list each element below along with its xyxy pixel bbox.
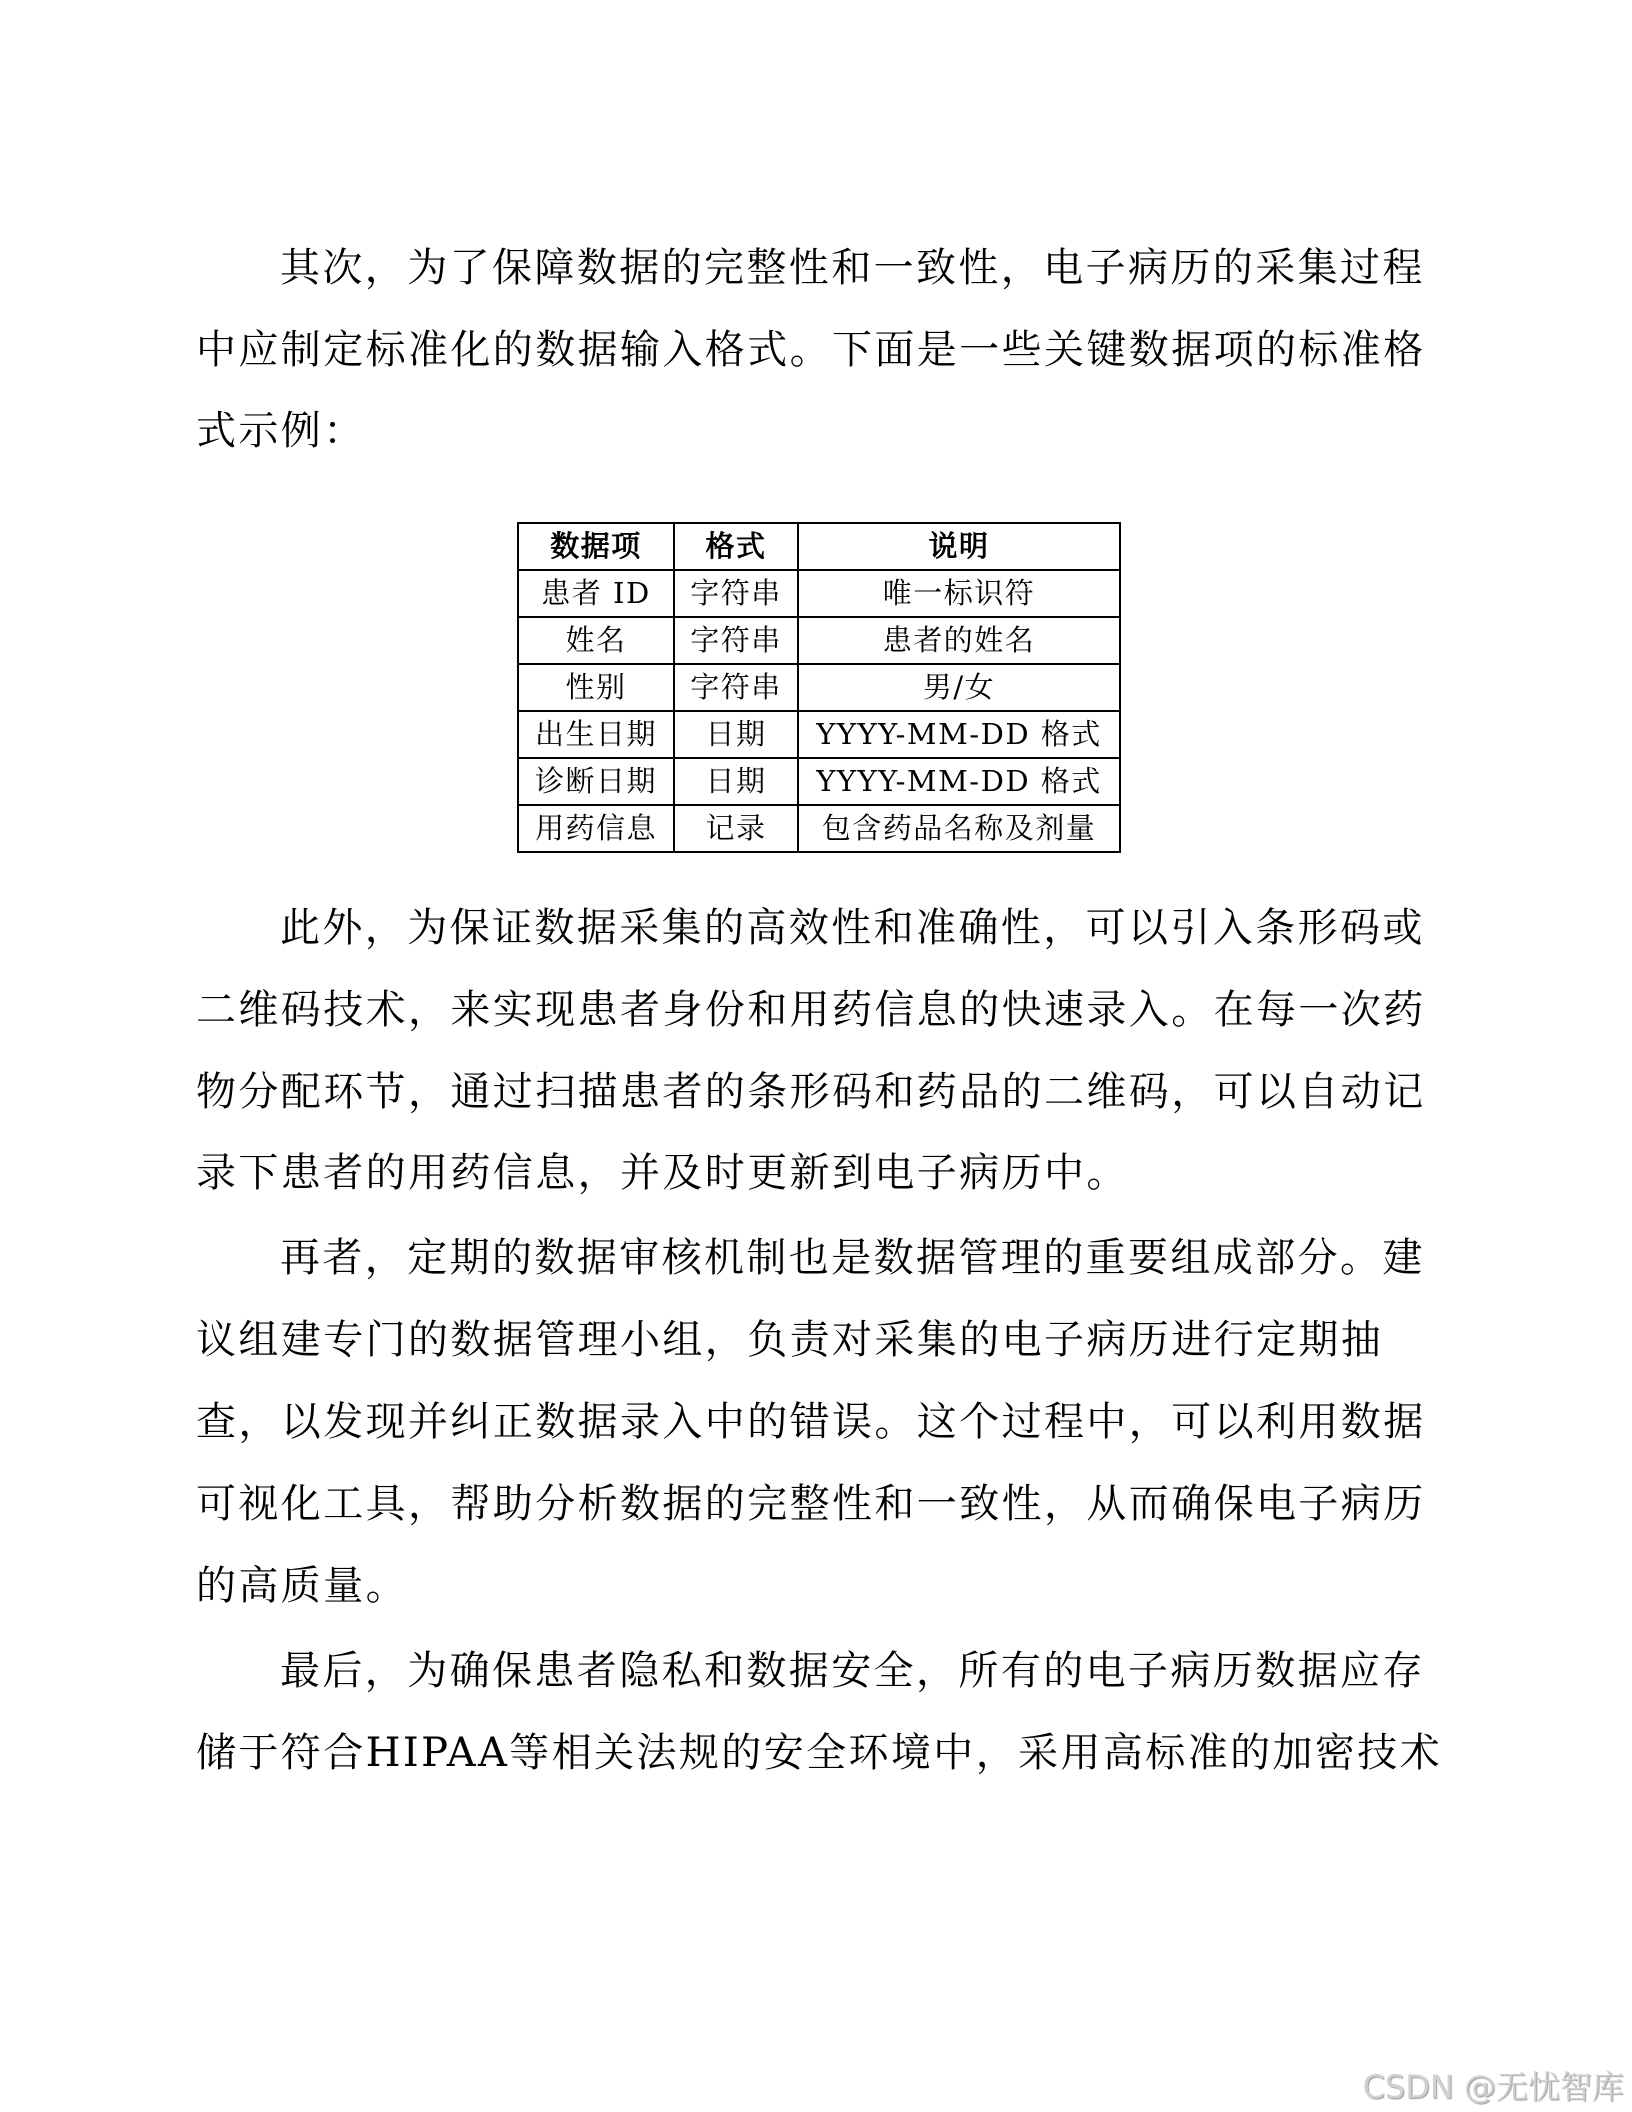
cell-format: 字符串 (674, 570, 798, 617)
table-row (518, 805, 1120, 852)
cell-data-item: 性别 (518, 664, 674, 711)
paragraph-line: 其次，为了保障数据的完整性和一致性，电子病历的采集过程 (280, 245, 1425, 291)
cell-data-item: 用药信息 (518, 805, 674, 852)
paragraph-line: 查，以发现并纠正数据录入中的错误。这个过程中，可以利用数据 (196, 1399, 1426, 1445)
cell-format: 日期 (674, 758, 798, 805)
header-data-item: 数据项 (518, 523, 674, 570)
table-row (518, 570, 1120, 617)
cell-description: YYYY-MM-DD 格式 (798, 758, 1120, 805)
table-header-row (518, 523, 1120, 570)
table-row (518, 664, 1120, 711)
cell-data-item: 诊断日期 (518, 758, 674, 805)
cell-data-item: 患者 ID (518, 570, 674, 617)
header-description: 说明 (798, 523, 1120, 570)
paragraph-line: 物分配环节，通过扫描患者的条形码和药品的二维码，可以自动记 (196, 1069, 1426, 1115)
table-row (518, 758, 1120, 805)
table-row (518, 711, 1120, 758)
cell-format: 日期 (674, 711, 798, 758)
paragraph-line: 议组建专门的数据管理小组，负责对采集的电子病历进行定期抽 (196, 1317, 1384, 1363)
paragraph-line: 储于符合HIPAA等相关法规的安全环境中，采用高标准的加密技术 (196, 1730, 1443, 1776)
cell-description: YYYY-MM-DD 格式 (798, 711, 1120, 758)
data-format-table (517, 522, 1121, 853)
paragraph-line: 最后，为确保患者隐私和数据安全，所有的电子病历数据应存 (280, 1648, 1425, 1694)
cell-data-item: 姓名 (518, 617, 674, 664)
paragraph-line: 中应制定标准化的数据输入格式。下面是一些关键数据项的标准格 (196, 327, 1426, 373)
header-format: 格式 (674, 523, 798, 570)
cell-format: 字符串 (674, 664, 798, 711)
paragraph-line: 式示例： (196, 408, 366, 454)
cell-format: 记录 (674, 805, 798, 852)
cell-description: 唯一标识符 (798, 570, 1120, 617)
paragraph-line: 可视化工具，帮助分析数据的完整性和一致性，从而确保电子病历 (196, 1481, 1426, 1527)
cell-format: 字符串 (674, 617, 798, 664)
paragraph-line: 二维码技术，来实现患者身份和用药信息的快速录入。在每一次药 (196, 987, 1426, 1033)
paragraph-line: 再者，定期的数据审核机制也是数据管理的重要组成部分。建 (280, 1235, 1425, 1281)
cell-description: 患者的姓名 (798, 617, 1120, 664)
cell-description: 包含药品名称及剂量 (798, 805, 1120, 852)
paragraph-line: 此外，为保证数据采集的高效性和准确性，可以引入条形码或 (280, 905, 1425, 951)
cell-description: 男/女 (798, 664, 1120, 711)
cell-data-item: 出生日期 (518, 711, 674, 758)
paragraph-line: 录下患者的用药信息，并及时更新到电子病历中。 (196, 1150, 1129, 1196)
paragraph-line: 的高质量。 (196, 1563, 408, 1609)
csdn-watermark: CSDN @无忧智库 (1362, 2068, 1624, 2106)
table-row (518, 617, 1120, 664)
